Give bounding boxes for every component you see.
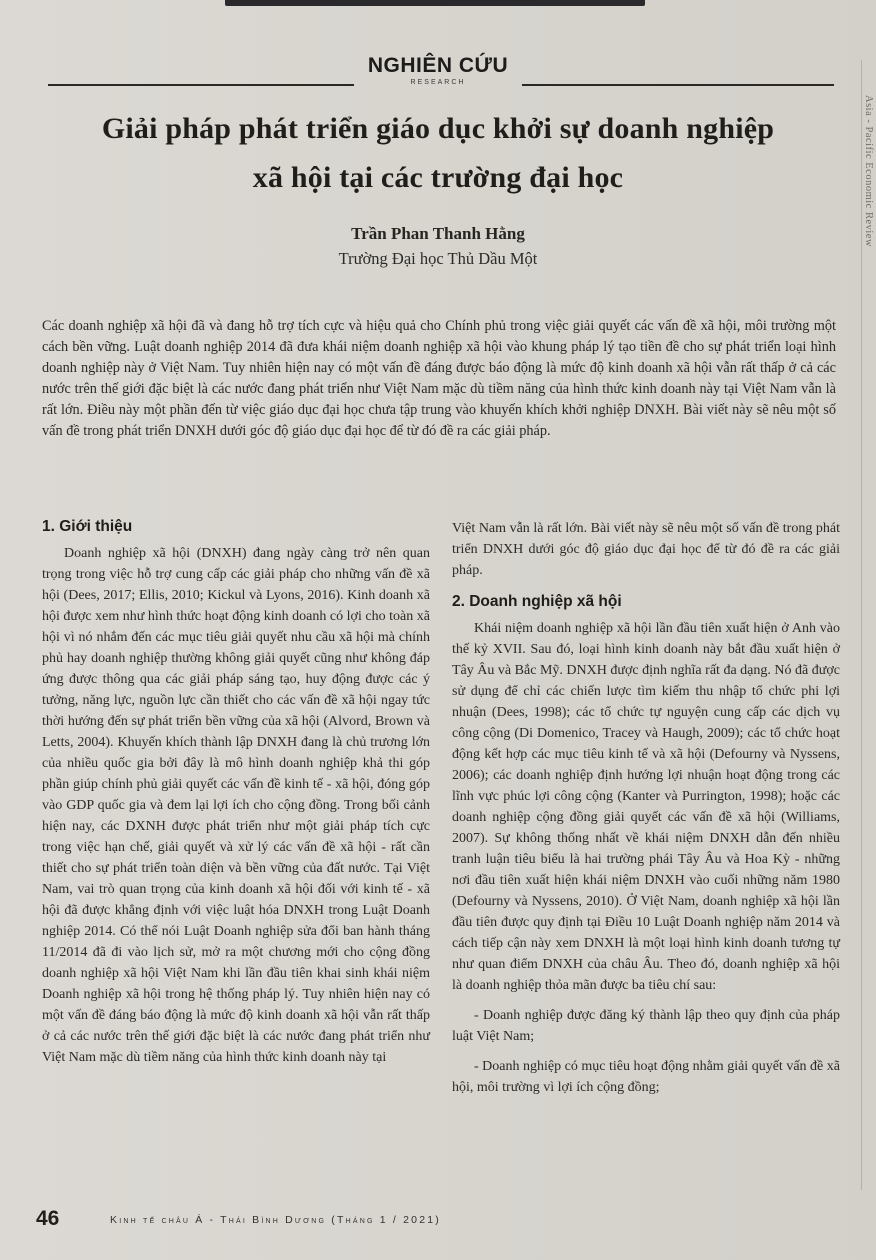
- column-left: [42, 518, 430, 1190]
- section2-paragraph: Khái niệm doanh nghiệp xã hội lần đầu tiên xuất hiện ở Anh vào thế kỷ XVII. Sau đó, loại hình kinh doanh này bắt đầu xuất hiện ở Tây Âu và Bắc Mỹ. DNXH được định nghĩa rất đa dạng. Nó đã được sử dụng để chỉ các chiến lược tìm kiếm thu nhập tổ chức phi lợi nhuận (Dees, 1998); các tổ chức tự nguyện cung cấp các dịch vụ công cộng (Di Domenico, Tracey và Haugh, 2009); các tổ chức hoạt động kết hợp các mục tiêu kinh tế và xã hội (Defourny và Nyssens, 2006); các doanh nghiệp định hướng lợi nhuận hoạt động trong các lĩnh vực phúc lợi công cộng (Kanter và Purrington, 1998); hoặc các doanh nghiệp cộng đồng giải quyết các vấn đề xã hội (Williams, 2007). Sự không thống nhất về khái niệm DNXH dẫn đến nhiều tranh luận tiêu biểu là hai trường phái Tây Âu và Hoa Kỳ - những nơi đầu tiên xuất hiện khái niệm DNXH vào cuối những năm 1980 (Defourny và Nyssens, 2010). Ở Việt Nam, doanh nghiệp xã hội lần đầu tiên được quy định tại Điều 10 Luật Doanh nghiệp năm 2014 và cách tiếp cận này xem DNXH là một loại hình kinh doanh tương tự như quan điểm DNXH của châu Âu. Theo đó, doanh nghiệp xã hội là doanh nghiệp thỏa mãn được ba tiêu chí sau:: [452, 621, 840, 993]
- article-title-line1: Giải pháp phát triển giáo dục khởi sự doanh nghiệp: [101, 112, 775, 145]
- scan-top-edge: [225, 0, 645, 6]
- masthead-center: [0, 54, 876, 86]
- author-block: [40, 224, 836, 269]
- section1-continuation: Việt Nam vẫn là rất lớn. Bài viết này sẽ nêu một số vấn đề trong phát triển DNXH dưới góc độ giáo dục đại học để từ đó đề ra các giải pháp.: [452, 521, 840, 578]
- journal-section-sublabel: RESEARCH: [410, 79, 466, 86]
- journal-section-label: NGHIÊN CỨU: [367, 54, 509, 77]
- masthead: [0, 54, 876, 98]
- author-name: Trần Phan Thanh Hằng: [351, 224, 525, 243]
- section1-paragraph: Doanh nghiệp xã hội (DNXH) đang ngày càng trở nên quan trọng trong việc hỗ trợ cung cấp các giải pháp cho những vấn đề xã hội (Dees, 2017; Ellis, 2010; Kickul và Lyons, 2016). Kinh doanh xã hội được xem như hình thức hoạt động kinh doanh có lợi cho toàn xã hội vì nó nhắm đến các mục tiêu giải quyết nhu cầu xã hội mà chính phủ hay doanh nghiệp thường không giải quyết cũng như không đáp ứng được thông qua các giải pháp sáng tạo, huy động được các ý tưởng, năng lực, nguồn lực cần thiết cho các vấn đề xã hội ngay tức thời hướng đến sự phát triển bền vững của xã hội (Alvord, Brown và Letts, 2004). Khuyến khích thành lập DNXH đang là chủ trương lớn của nhiều quốc gia bởi đây là mô hình doanh nghiệp khả thi góp phần giúp chính phủ giải quyết các vấn đề kinh tế - xã hội, đóng góp vào GDP quốc gia và đem lại lợi ích cho cộng đồng. Trong bối cảnh hiện nay, các DXNH được phát triển như một giải pháp tích cực trong việc hạn chế, giải quyết và xử lý các vấn đề xã hội - rất cần thiết cho sự phát triển toàn diện và bền vững của đất nước. Tại Việt Nam, vai trò quan trọng của kinh doanh xã hội đối với kinh tế - xã hội đã được khẳng định với việc luật hóa DNXH trong Luật Doanh nghiệp 2014. Có thể nói Luật Doanh nghiệp sửa đổi ban hành tháng 11/2014 đã đi vào lịch sử, mở ra một chương mới cho cộng đồng doanh nghiệp xã hội Việt Nam khi lần đầu tiên khai sinh khái niệm Doanh nghiệp xã hội trong hệ thống pháp lý. Tuy nhiên hiện nay có một vấn đề đáng báo động là mức độ kinh doanh xã hội vẫn rất thấp ở cả các nước trên thế giới đặc biệt là các nước đang phát triển như Việt Nam mặc dù tiềm năng của hình thức kinh doanh này tại: [42, 546, 430, 1065]
- page-number: 46: [36, 1207, 60, 1230]
- journal-side-vertical-text: Asia - Pacific Economic Review: [863, 95, 874, 248]
- article-title-line2: xã hội tại các trường đại học: [252, 161, 624, 194]
- article-body: [42, 518, 840, 1190]
- author-affiliation: Trường Đại học Thủ Dầu Một: [338, 249, 538, 268]
- section2-bullet-1: - Doanh nghiệp được đăng ký thành lập theo quy định của pháp luật Việt Nam;: [452, 1008, 840, 1044]
- article-title: [40, 104, 836, 202]
- journal-footer-line: Kinh tế châu Á - Thái Bình Dương (Tháng 1 / 2021): [110, 1214, 441, 1226]
- abstract-text: Các doanh nghiệp xã hội đã và đang hỗ trợ tích cực và hiệu quả cho Chính phủ trong việc giải quyết các vấn đề xã hội, môi trường một cách bền vững. Luật doanh nghiệp 2014 đã đưa khái niệm doanh nghiệp xã hội vào khung pháp lý tạo tiền đề cho sự phát triển loại hình doanh nghiệp này ở Việt Nam. Tuy nhiên hiện nay có một vấn đề đáng được báo động là mức độ kinh doanh xã hội vẫn rất thấp ở cả các nước trên thế giới đặc biệt là các nước đang phát triển như Việt Nam mặc dù tiềm năng của hình thức kinh doanh này tại Việt Nam vẫn là rất lớn. Điều này một phần đến từ việc giáo dục đại học chưa tập trung vào khuyến khích khởi nghiệp DNXH. Bài viết này sẽ nêu một số vấn đề trong phát triển DNXH dưới góc độ giáo dục đại học để từ đó đề ra các giải pháp.: [42, 318, 836, 439]
- page-footer: [0, 1205, 876, 1239]
- section1-heading: 1. Giới thiệu: [42, 518, 133, 535]
- section2-heading: 2. Doanh nghiệp xã hội: [452, 593, 622, 610]
- section2-bullet-2: - Doanh nghiệp có mục tiêu hoạt động nhằm giải quyết vấn đề xã hội, môi trường vì lợi ích cộng đồng;: [452, 1059, 840, 1095]
- column-right: [452, 518, 840, 1190]
- scan-right-edge: [861, 60, 862, 1190]
